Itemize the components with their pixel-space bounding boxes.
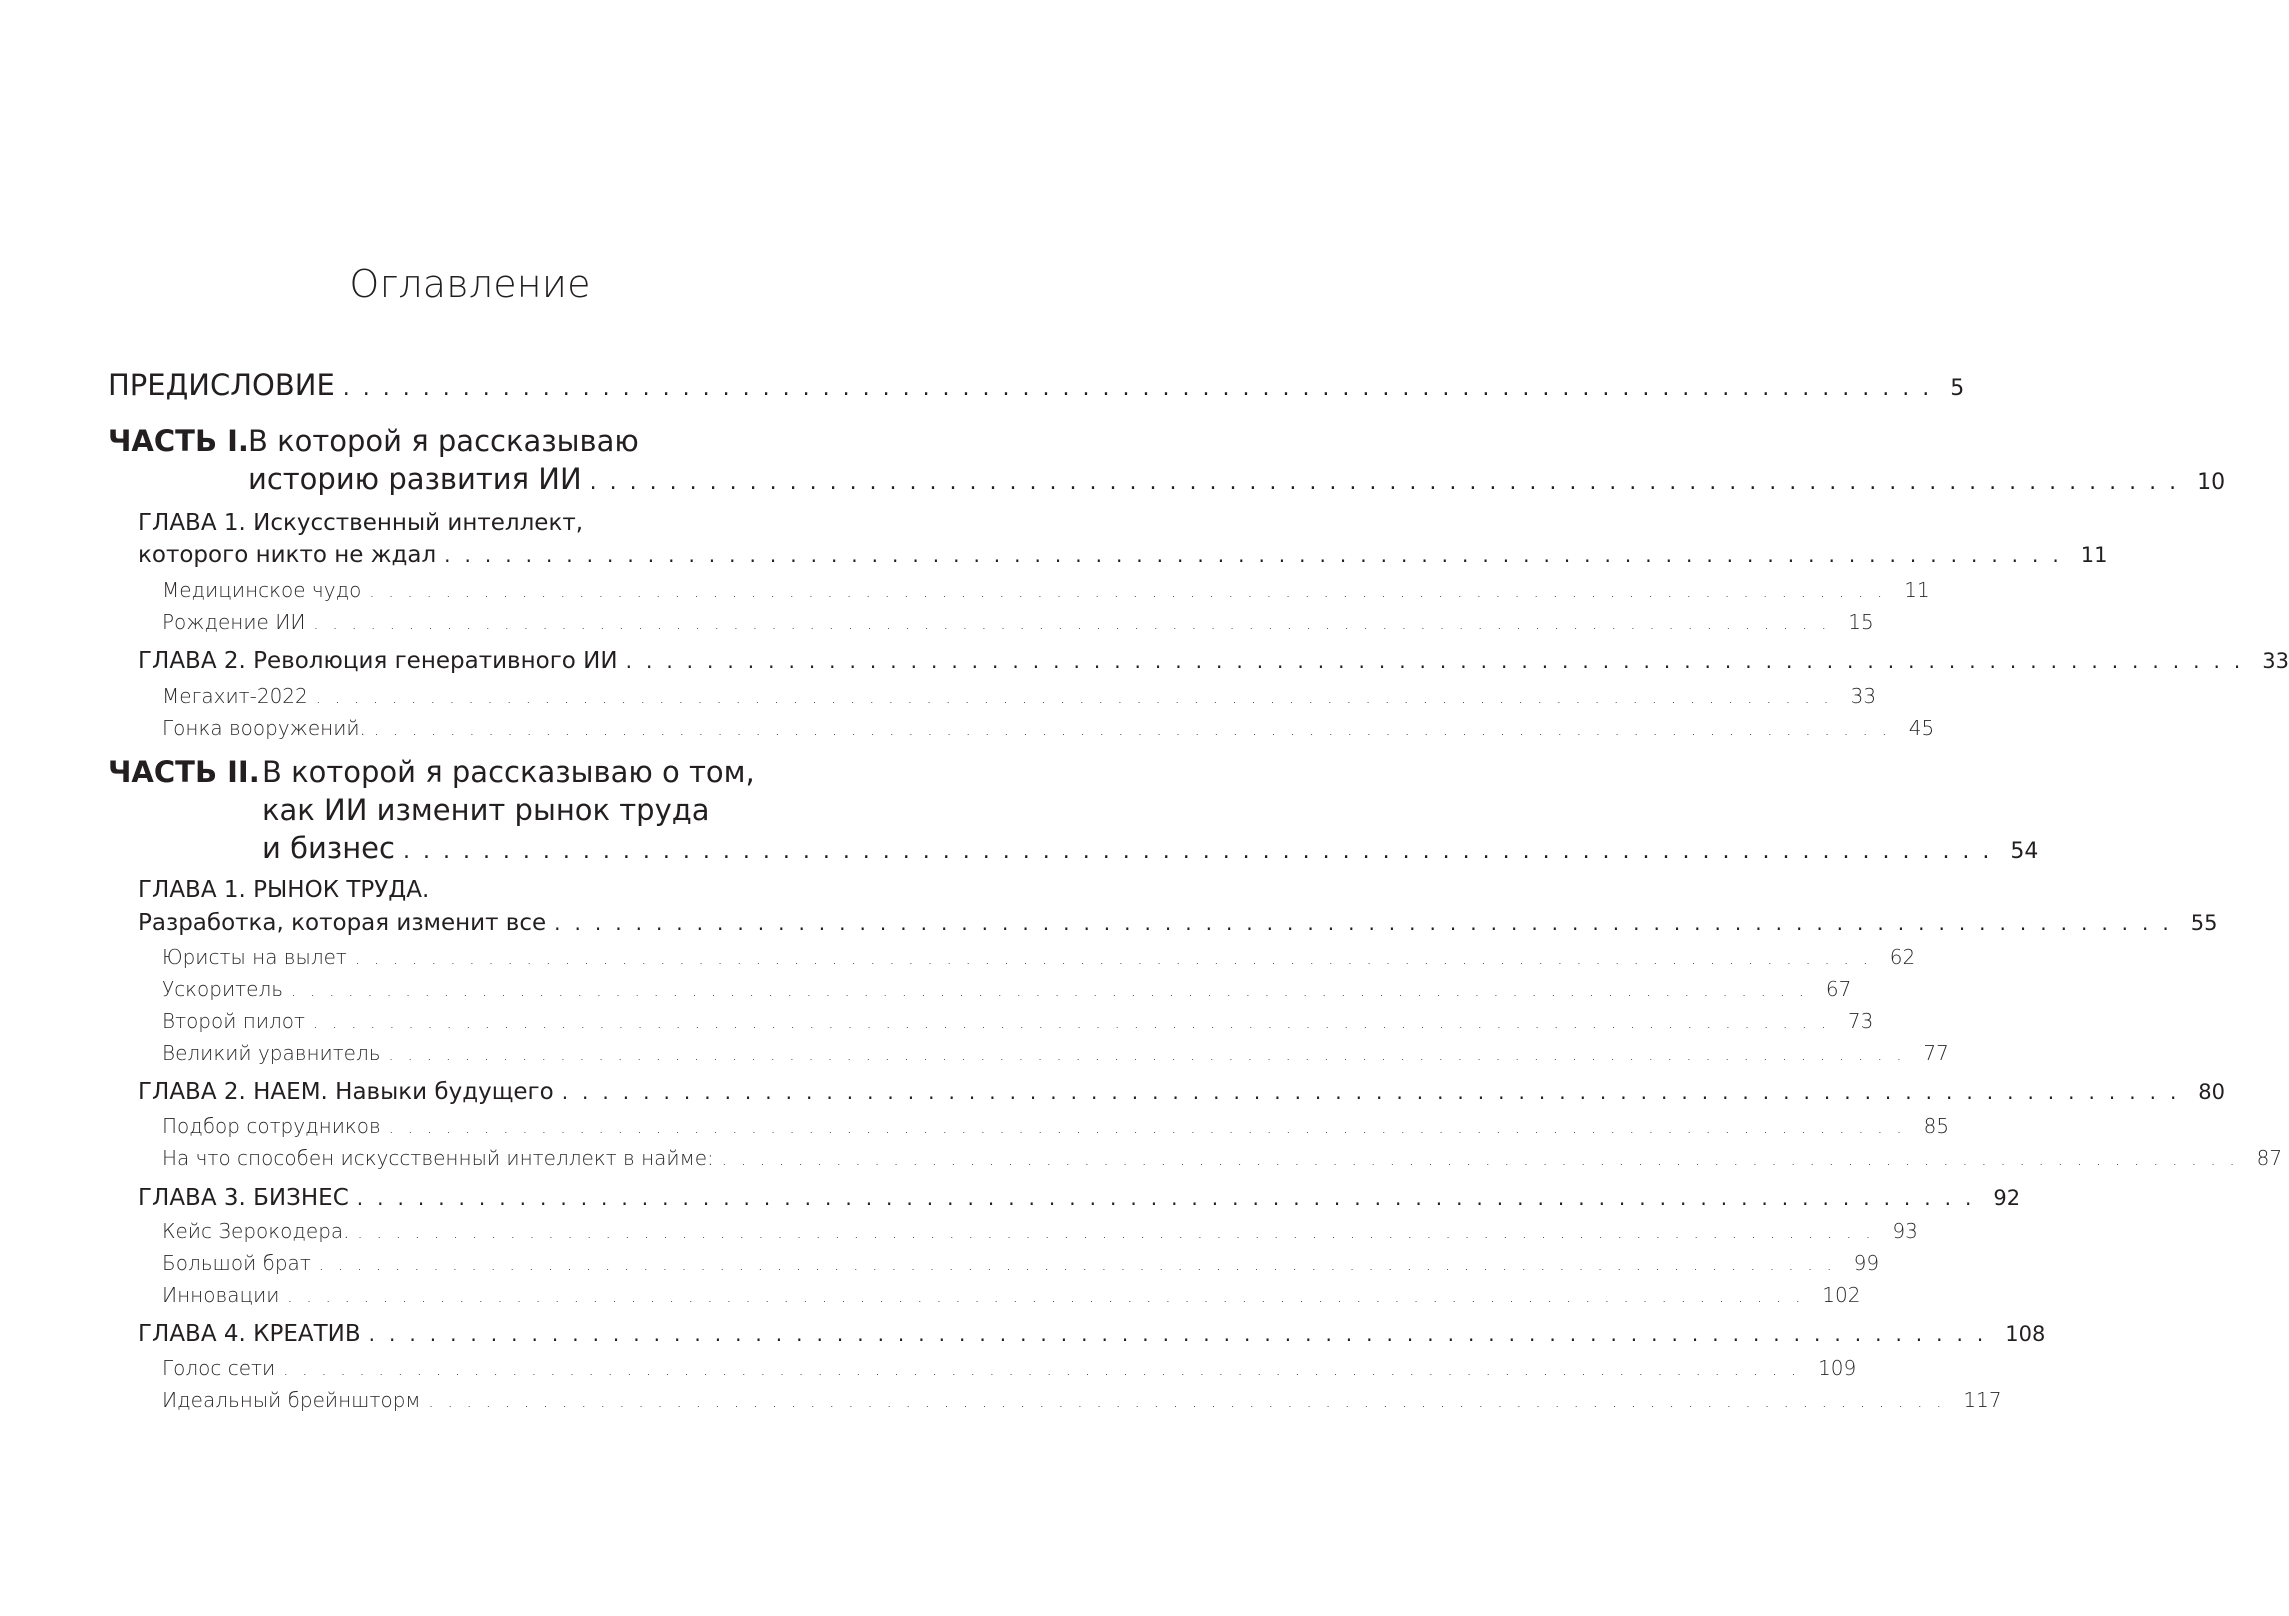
- chapter-title-line-1: ГЛАВА 1. РЫНОК ТРУДА.: [138, 877, 430, 903]
- page-number: 117: [1963, 1388, 2002, 1412]
- entry-label: историю развития ИИ: [248, 462, 582, 496]
- toc-entry-section[interactable]: [162, 977, 1852, 1001]
- dot-leader: ................................................................................: [313, 614, 1841, 633]
- page-number: 33: [1850, 684, 1877, 708]
- dot-leader: ................................................................................: [589, 470, 2190, 495]
- toc-entry-chapter[interactable]: [138, 542, 2108, 568]
- dot-leader: ................................................................................: [625, 649, 2255, 673]
- entry-label: Голос сети: [162, 1356, 276, 1380]
- part-1-prefix: ЧАСТЬ I.: [108, 424, 249, 458]
- dot-leader: ................................................................................: [428, 1392, 1956, 1411]
- page-number: 93: [1892, 1219, 1918, 1243]
- dot-leader: ................................................................................: [373, 720, 1901, 739]
- dot-leader: ................................................................................: [315, 688, 1843, 707]
- toc-entry-section[interactable]: [162, 945, 1916, 969]
- dot-leader: ................................................................................: [444, 543, 2073, 567]
- toc-entry-section[interactable]: [162, 1041, 1949, 1065]
- entry-label: Подбор сотрудников: [162, 1114, 381, 1138]
- entry-label: Кейс Зерокодера.: [162, 1219, 350, 1243]
- page-number: 62: [1889, 945, 1916, 969]
- toc-entry-chapter[interactable]: [138, 910, 2218, 936]
- entry-label: ГЛАВА 2. НАЕМ. Навыки будущего: [138, 1079, 554, 1105]
- page-number: 108: [2005, 1322, 2046, 1346]
- page-number: 11: [1904, 578, 1930, 602]
- dot-leader: ................................................................................: [369, 582, 1897, 601]
- toc-entry-chapter[interactable]: [138, 1321, 2046, 1347]
- page-number: 92: [1993, 1186, 2021, 1210]
- page-number: 33: [2262, 649, 2289, 673]
- toc-entry-section[interactable]: [162, 1251, 1880, 1275]
- page-number: 45: [1908, 716, 1935, 740]
- part-2-prefix: ЧАСТЬ II.: [108, 755, 260, 789]
- entry-label: Второй пилот: [162, 1009, 306, 1033]
- toc-entry-section[interactable]: [162, 1219, 1918, 1243]
- toc-entry-section[interactable]: [162, 684, 1877, 708]
- entry-label: На что способен искусственный интеллект в найме:: [162, 1146, 714, 1170]
- toc-entry-section[interactable]: [162, 578, 1930, 602]
- entry-label: ГЛАВА 4. КРЕАТИВ: [138, 1321, 361, 1347]
- part-1-title-line-1: В которой я рассказываю: [248, 424, 639, 458]
- entry-label: и бизнес: [262, 831, 395, 865]
- toc-entry-preface[interactable]: [108, 368, 1965, 402]
- dot-leader: ................................................................................: [283, 1360, 1811, 1379]
- page-number: 10: [2197, 470, 2226, 495]
- toc-entry-section[interactable]: [162, 1114, 1950, 1138]
- toc-entry-section[interactable]: [162, 1146, 2283, 1170]
- toc-entry-chapter[interactable]: [138, 1185, 2021, 1211]
- part-2-title-line-1: В которой я рассказываю о том,: [262, 755, 755, 789]
- page-number: 54: [2010, 839, 2039, 864]
- dot-leader: ................................................................................: [388, 1045, 1916, 1064]
- toc-entry-part-2[interactable]: [262, 831, 2039, 865]
- entry-label: Медицинское чудо: [162, 578, 362, 602]
- entry-label: которого никто не ждал: [138, 542, 437, 568]
- entry-label: Ускоритель: [162, 977, 284, 1001]
- page-number: 77: [1923, 1041, 1949, 1065]
- dot-leader: ................................................................................: [561, 1080, 2191, 1104]
- toc-entry-part-1[interactable]: [248, 462, 2226, 496]
- page-number: 15: [1848, 610, 1874, 634]
- dot-leader: ................................................................................: [318, 1255, 1846, 1274]
- dot-leader: ................................................................................: [356, 1186, 1986, 1210]
- entry-label: Гонка вооружений.: [162, 716, 366, 740]
- page-number: 102: [1822, 1283, 1861, 1307]
- dot-leader: ................................................................................: [357, 1223, 1885, 1242]
- dot-leader: ................................................................................: [402, 839, 2003, 864]
- page-number: 87: [2256, 1146, 2283, 1170]
- toc-entry-chapter[interactable]: [138, 1079, 2226, 1105]
- toc-entry-section[interactable]: [162, 1388, 2002, 1412]
- dot-leader: ................................................................................: [554, 911, 2183, 935]
- toc-entry-section[interactable]: [162, 1009, 1874, 1033]
- page-number: 67: [1825, 977, 1852, 1001]
- entry-label: Разработка, которая изменит все: [138, 910, 547, 936]
- dot-leader: ................................................................................: [368, 1322, 1998, 1346]
- toc-entry-chapter[interactable]: [138, 648, 2289, 674]
- page-number: 99: [1853, 1251, 1880, 1275]
- entry-label: Юристы на вылет: [162, 945, 347, 969]
- toc-entry-section[interactable]: [162, 1356, 1857, 1380]
- chapter-title-line-1: ГЛАВА 1. Искусственный интеллект,: [138, 510, 584, 536]
- entry-label: Идеальный брейншторм: [162, 1388, 421, 1412]
- toc-entry-section[interactable]: [162, 1283, 1861, 1307]
- page-number: 109: [1818, 1356, 1857, 1380]
- entry-label: Великий уравнитель: [162, 1041, 381, 1065]
- part-2-title-line-2: как ИИ изменит рынок труда: [262, 793, 710, 827]
- dot-leader: ................................................................................: [342, 376, 1943, 401]
- dot-leader: ................................................................................: [388, 1118, 1916, 1137]
- page-number: 85: [1923, 1114, 1950, 1138]
- entry-label: Большой брат: [162, 1251, 311, 1275]
- entry-label: ГЛАВА 2. Революция генеративного ИИ: [138, 648, 618, 674]
- dot-leader: ................................................................................: [721, 1150, 2249, 1169]
- page-number: 80: [2198, 1080, 2226, 1104]
- dot-leader: ................................................................................: [313, 1013, 1840, 1032]
- entry-label: Инновации: [162, 1283, 280, 1307]
- toc-entry-section[interactable]: [162, 610, 1874, 634]
- entry-label: ГЛАВА 3. БИЗНЕС: [138, 1185, 349, 1211]
- page-number: 55: [2190, 911, 2218, 935]
- toc-title: Оглавление: [349, 262, 591, 306]
- dot-leader: ................................................................................: [354, 949, 1882, 968]
- page-number: 5: [1950, 376, 1965, 401]
- page-number: 11: [2080, 543, 2108, 567]
- entry-label: Рождение ИИ: [162, 610, 306, 634]
- entry-label: Мегахит-2022: [162, 684, 308, 708]
- toc-entry-section[interactable]: [162, 716, 1935, 740]
- dot-leader: ................................................................................: [287, 1287, 1815, 1306]
- dot-leader: ................................................................................: [291, 981, 1818, 1000]
- page-number: 73: [1847, 1009, 1874, 1033]
- entry-label: ПРЕДИСЛОВИЕ: [108, 368, 335, 402]
